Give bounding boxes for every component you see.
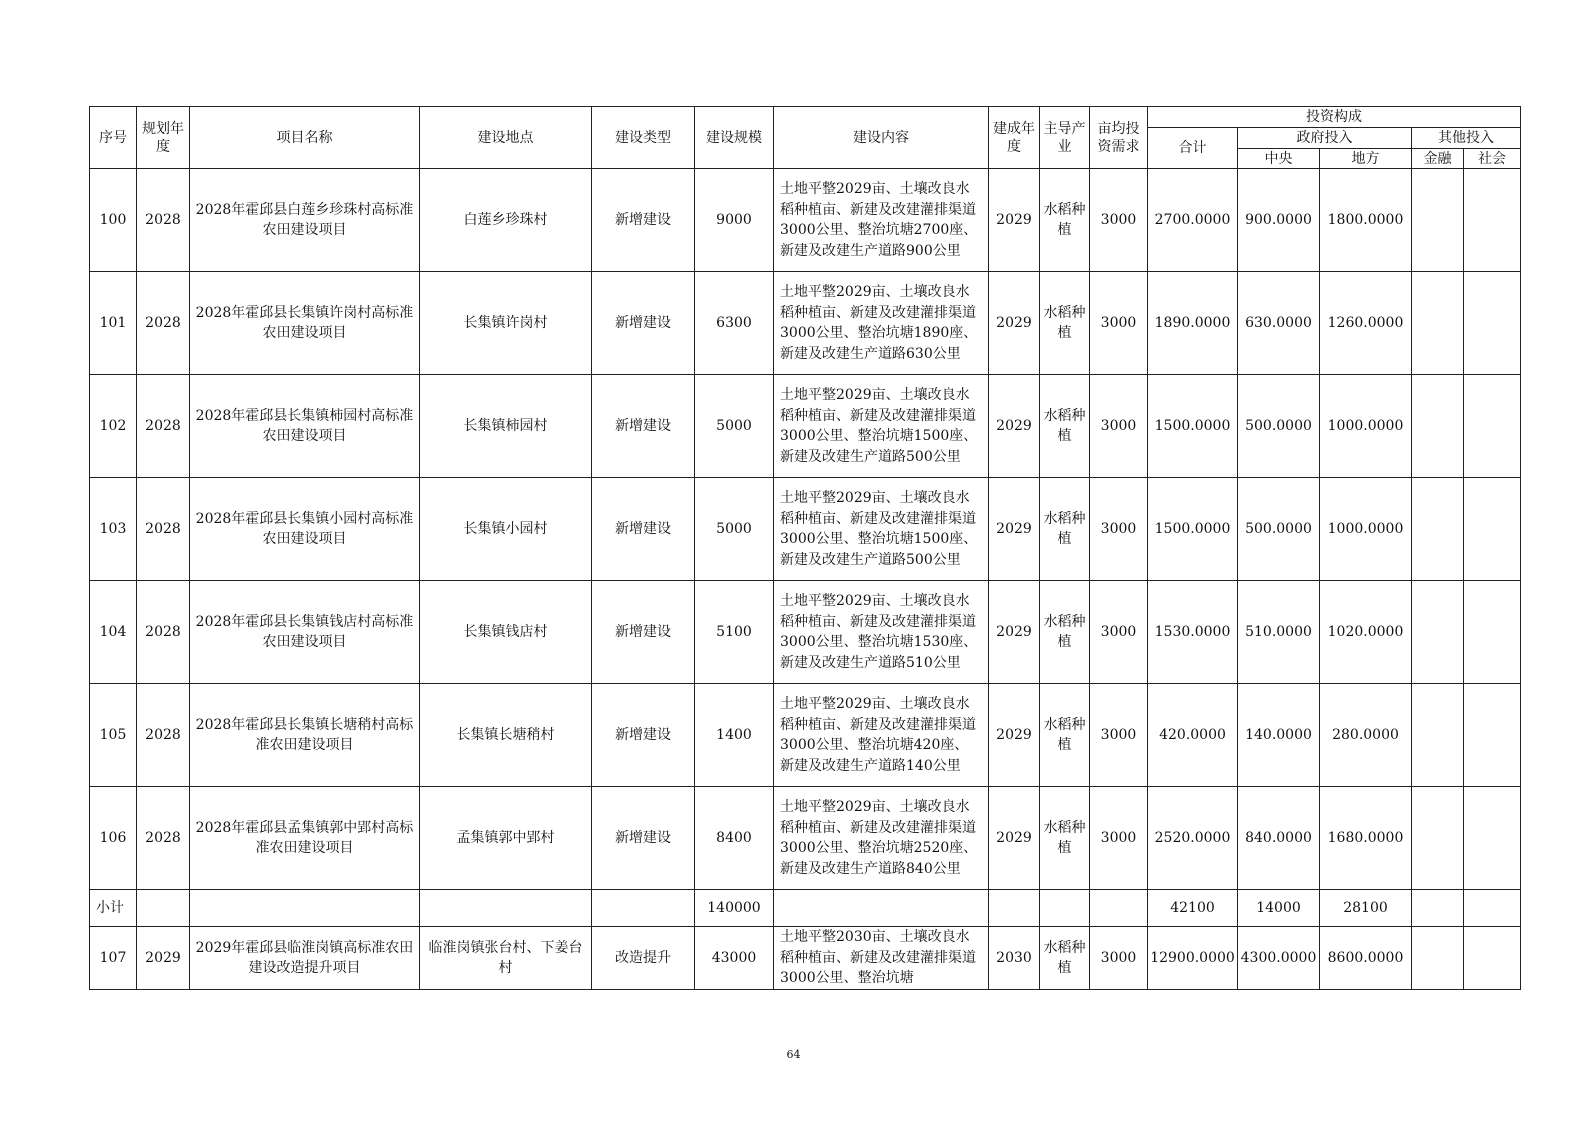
row-industry: 水稻种植 bbox=[1040, 581, 1090, 684]
row-done-year: 2029 bbox=[989, 684, 1040, 787]
row-finance bbox=[1412, 684, 1464, 787]
row-social bbox=[1464, 787, 1521, 890]
row-type: 新增建设 bbox=[592, 581, 695, 684]
row-social bbox=[1464, 272, 1521, 375]
header-industry: 主导产业 bbox=[1040, 107, 1090, 169]
row-central: 840.0000 bbox=[1238, 787, 1320, 890]
row-social bbox=[1464, 169, 1521, 272]
row-industry: 水稻种植 bbox=[1040, 169, 1090, 272]
row-finance bbox=[1412, 169, 1464, 272]
row-scale: 9000 bbox=[695, 169, 774, 272]
row-central: 630.0000 bbox=[1238, 272, 1320, 375]
row-central: 500.0000 bbox=[1238, 478, 1320, 581]
row-seq: 103 bbox=[90, 478, 137, 581]
row-scale: 5000 bbox=[695, 375, 774, 478]
row-seq: 105 bbox=[90, 684, 137, 787]
header-per-mu: 亩均投资需求 bbox=[1090, 107, 1148, 169]
row-per-mu: 3000 bbox=[1090, 272, 1148, 375]
subtotal-total: 42100 bbox=[1148, 890, 1238, 927]
row-local: 1800.0000 bbox=[1320, 169, 1412, 272]
row-type: 新增建设 bbox=[592, 787, 695, 890]
subtotal-local: 28100 bbox=[1320, 890, 1412, 927]
row-location: 长集镇柿园村 bbox=[420, 375, 592, 478]
header-scale: 建设规模 bbox=[695, 107, 774, 169]
row-year: 2028 bbox=[137, 787, 190, 890]
row-location: 孟集镇郭中郢村 bbox=[420, 787, 592, 890]
row-central: 510.0000 bbox=[1238, 581, 1320, 684]
page-number: 64 bbox=[786, 1048, 801, 1061]
row-seq: 104 bbox=[90, 581, 137, 684]
table-row bbox=[90, 927, 1521, 990]
row-total: 2520.0000 bbox=[1148, 787, 1238, 890]
row-social bbox=[1464, 684, 1521, 787]
row-per-mu: 3000 bbox=[1090, 581, 1148, 684]
row-seq: 101 bbox=[90, 272, 137, 375]
row-industry: 水稻种植 bbox=[1040, 787, 1090, 890]
row-scale: 8400 bbox=[695, 787, 774, 890]
row-local: 1000.0000 bbox=[1320, 375, 1412, 478]
row-done-year: 2029 bbox=[989, 478, 1040, 581]
header-finance: 金融 bbox=[1412, 149, 1464, 169]
row-finance bbox=[1412, 478, 1464, 581]
row-done-year: 2029 bbox=[989, 375, 1040, 478]
row-content: 土地平整2029亩、土壤改良水稻种植亩、新建及改建灌排渠道3000公里、整治坑塘1890座、新建及改建生产道路630公里 bbox=[774, 272, 989, 375]
row-industry: 水稻种植 bbox=[1040, 375, 1090, 478]
row-name: 2028年霍邱县白莲乡珍珠村高标准农田建设项目 bbox=[190, 169, 420, 272]
row-total: 2700.0000 bbox=[1148, 169, 1238, 272]
row-seq: 100 bbox=[90, 169, 137, 272]
header-type: 建设类型 bbox=[592, 107, 695, 169]
row-scale: 1400 bbox=[695, 684, 774, 787]
row-local: 280.0000 bbox=[1320, 684, 1412, 787]
row-social bbox=[1464, 927, 1521, 990]
row-total: 1500.0000 bbox=[1148, 375, 1238, 478]
row-location: 长集镇小园村 bbox=[420, 478, 592, 581]
row-social bbox=[1464, 478, 1521, 581]
header-total: 合计 bbox=[1148, 128, 1238, 169]
header-name: 项目名称 bbox=[190, 107, 420, 169]
row-done-year: 2029 bbox=[989, 787, 1040, 890]
row-year: 2028 bbox=[137, 581, 190, 684]
row-seq: 106 bbox=[90, 787, 137, 890]
row-local: 1260.0000 bbox=[1320, 272, 1412, 375]
header-done-year: 建成年度 bbox=[989, 107, 1040, 169]
row-scale: 5000 bbox=[695, 478, 774, 581]
header-invest: 投资构成 bbox=[1148, 107, 1521, 128]
project-table bbox=[89, 106, 1521, 990]
row-seq: 102 bbox=[90, 375, 137, 478]
row-central: 4300.0000 bbox=[1238, 927, 1320, 990]
row-year: 2028 bbox=[137, 684, 190, 787]
row-content: 土地平整2030亩、土壤改良水稻种植亩、新建及改建灌排渠道3000公里、整治坑塘 bbox=[774, 927, 989, 990]
row-per-mu: 3000 bbox=[1090, 169, 1148, 272]
row-per-mu: 3000 bbox=[1090, 684, 1148, 787]
row-year: 2029 bbox=[137, 927, 190, 990]
row-location: 长集镇长塘稍村 bbox=[420, 684, 592, 787]
row-central: 140.0000 bbox=[1238, 684, 1320, 787]
row-per-mu: 3000 bbox=[1090, 375, 1148, 478]
row-central: 900.0000 bbox=[1238, 169, 1320, 272]
row-name: 2028年霍邱县长集镇长塘稍村高标准农田建设项目 bbox=[190, 684, 420, 787]
table-row bbox=[90, 581, 1521, 684]
row-per-mu: 3000 bbox=[1090, 927, 1148, 990]
row-done-year: 2029 bbox=[989, 272, 1040, 375]
row-type: 新增建设 bbox=[592, 684, 695, 787]
row-name: 2029年霍邱县临淮岗镇高标准农田建设改造提升项目 bbox=[190, 927, 420, 990]
subtotal-central: 14000 bbox=[1238, 890, 1320, 927]
table-row bbox=[90, 272, 1521, 375]
row-year: 2028 bbox=[137, 169, 190, 272]
row-content: 土地平整2029亩、土壤改良水稻种植亩、新建及改建灌排渠道3000公里、整治坑塘2520座、新建及改建生产道路840公里 bbox=[774, 787, 989, 890]
header-content: 建设内容 bbox=[774, 107, 989, 169]
header-location: 建设地点 bbox=[420, 107, 592, 169]
row-year: 2028 bbox=[137, 478, 190, 581]
row-done-year: 2029 bbox=[989, 169, 1040, 272]
row-content: 土地平整2029亩、土壤改良水稻种植亩、新建及改建灌排渠道3000公里、整治坑塘1530座、新建及改建生产道路510公里 bbox=[774, 581, 989, 684]
row-scale: 5100 bbox=[695, 581, 774, 684]
row-finance bbox=[1412, 272, 1464, 375]
row-finance bbox=[1412, 927, 1464, 990]
row-name: 2028年霍邱县长集镇柿园村高标准农田建设项目 bbox=[190, 375, 420, 478]
row-name: 2028年霍邱县孟集镇郭中郢村高标准农田建设项目 bbox=[190, 787, 420, 890]
subtotal-scale: 140000 bbox=[695, 890, 774, 927]
table-row bbox=[90, 375, 1521, 478]
row-scale: 6300 bbox=[695, 272, 774, 375]
row-location: 临淮岗镇张台村、下姜台村 bbox=[420, 927, 592, 990]
row-central: 500.0000 bbox=[1238, 375, 1320, 478]
row-total: 420.0000 bbox=[1148, 684, 1238, 787]
row-industry: 水稻种植 bbox=[1040, 684, 1090, 787]
row-local: 1020.0000 bbox=[1320, 581, 1412, 684]
table-row bbox=[90, 684, 1521, 787]
header-seq: 序号 bbox=[90, 107, 137, 169]
header-plan-year: 规划年度 bbox=[137, 107, 190, 169]
row-name: 2028年霍邱县长集镇许岗村高标准农田建设项目 bbox=[190, 272, 420, 375]
row-per-mu: 3000 bbox=[1090, 787, 1148, 890]
row-done-year: 2030 bbox=[989, 927, 1040, 990]
row-type: 新增建设 bbox=[592, 272, 695, 375]
row-industry: 水稻种植 bbox=[1040, 478, 1090, 581]
table-row bbox=[90, 787, 1521, 890]
header-local: 地方 bbox=[1320, 149, 1412, 169]
header-social: 社会 bbox=[1464, 149, 1521, 169]
row-location: 白莲乡珍珠村 bbox=[420, 169, 592, 272]
row-year: 2028 bbox=[137, 375, 190, 478]
row-total: 12900.0000 bbox=[1148, 927, 1238, 990]
row-total: 1500.0000 bbox=[1148, 478, 1238, 581]
row-type: 新增建设 bbox=[592, 169, 695, 272]
row-content: 土地平整2029亩、土壤改良水稻种植亩、新建及改建灌排渠道3000公里、整治坑塘420座、新建及改建生产道路140公里 bbox=[774, 684, 989, 787]
row-type: 新增建设 bbox=[592, 375, 695, 478]
row-seq: 107 bbox=[90, 927, 137, 990]
row-type: 改造提升 bbox=[592, 927, 695, 990]
header-other: 其他投入 bbox=[1412, 128, 1521, 149]
row-social bbox=[1464, 375, 1521, 478]
row-industry: 水稻种植 bbox=[1040, 927, 1090, 990]
header-central: 中央 bbox=[1238, 149, 1320, 169]
row-type: 新增建设 bbox=[592, 478, 695, 581]
row-location: 长集镇钱店村 bbox=[420, 581, 592, 684]
subtotal-label: 小计 bbox=[90, 890, 137, 927]
row-finance bbox=[1412, 787, 1464, 890]
row-finance bbox=[1412, 375, 1464, 478]
row-content: 土地平整2029亩、土壤改良水稻种植亩、新建及改建灌排渠道3000公里、整治坑塘2700座、新建及改建生产道路900公里 bbox=[774, 169, 989, 272]
subtotal-row bbox=[90, 890, 1521, 927]
row-scale: 43000 bbox=[695, 927, 774, 990]
row-local: 1680.0000 bbox=[1320, 787, 1412, 890]
row-total: 1890.0000 bbox=[1148, 272, 1238, 375]
header-gov: 政府投入 bbox=[1238, 128, 1412, 149]
row-industry: 水稻种植 bbox=[1040, 272, 1090, 375]
row-year: 2028 bbox=[137, 272, 190, 375]
row-name: 2028年霍邱县长集镇钱店村高标准农田建设项目 bbox=[190, 581, 420, 684]
row-content: 土地平整2029亩、土壤改良水稻种植亩、新建及改建灌排渠道3000公里、整治坑塘1500座、新建及改建生产道路500公里 bbox=[774, 375, 989, 478]
table-row bbox=[90, 169, 1521, 272]
row-finance bbox=[1412, 581, 1464, 684]
row-local: 1000.0000 bbox=[1320, 478, 1412, 581]
row-local: 8600.0000 bbox=[1320, 927, 1412, 990]
row-social bbox=[1464, 581, 1521, 684]
row-content: 土地平整2029亩、土壤改良水稻种植亩、新建及改建灌排渠道3000公里、整治坑塘1500座、新建及改建生产道路500公里 bbox=[774, 478, 989, 581]
row-total: 1530.0000 bbox=[1148, 581, 1238, 684]
row-done-year: 2029 bbox=[989, 581, 1040, 684]
row-location: 长集镇许岗村 bbox=[420, 272, 592, 375]
table-row bbox=[90, 478, 1521, 581]
row-per-mu: 3000 bbox=[1090, 478, 1148, 581]
row-name: 2028年霍邱县长集镇小园村高标准农田建设项目 bbox=[190, 478, 420, 581]
